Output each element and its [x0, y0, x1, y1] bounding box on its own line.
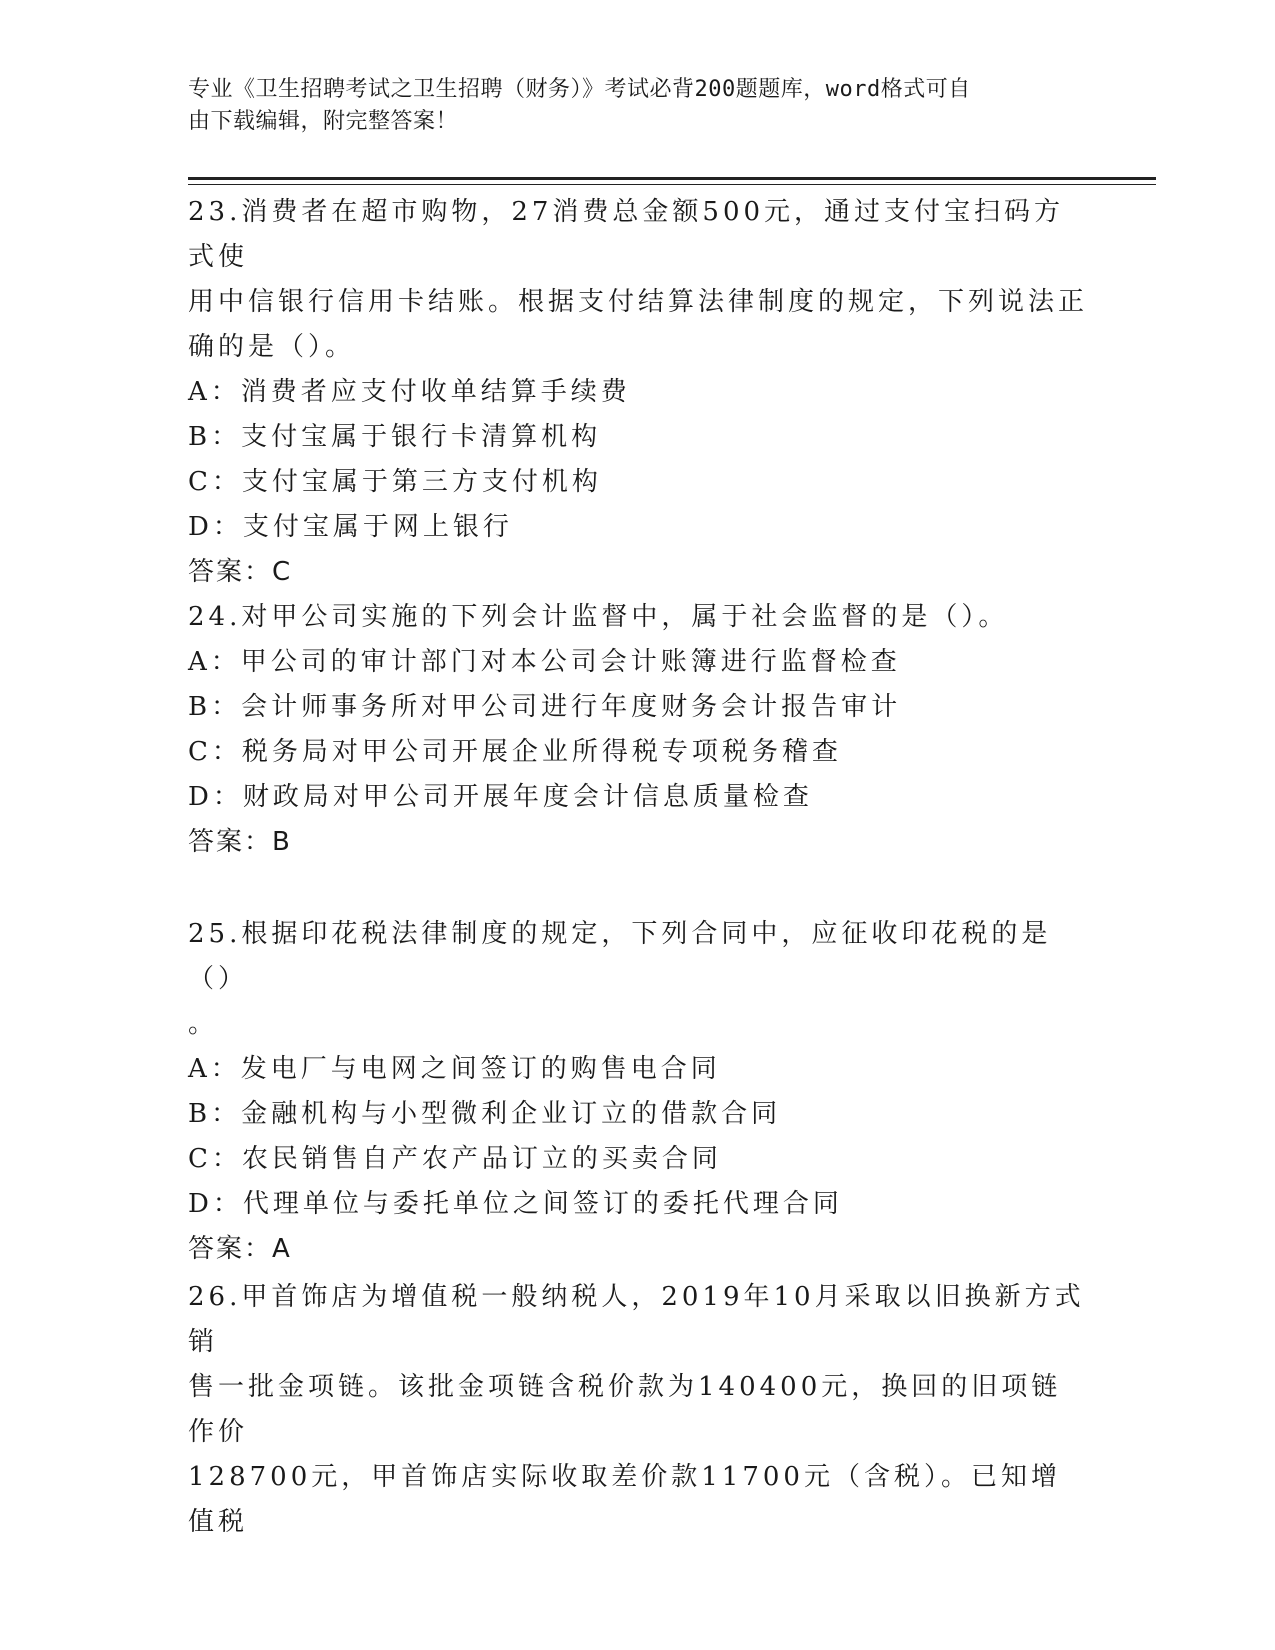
question-stem-line: 128700元，甲首饰店实际收取差价款11700元（含税）。已知增值税: [188, 1462, 1061, 1537]
answer: 答案：B: [188, 827, 292, 857]
question-stem-line: 24.对甲公司实施的下列会计监督中，属于社会监督的是（）。: [188, 602, 1009, 632]
option-d: D：财政局对甲公司开展年度会计信息质量检查: [188, 782, 813, 812]
answer: 答案：C: [188, 557, 293, 587]
question-26: [188, 1275, 1088, 1545]
header-line-2: 由下载编辑，附完整答案！: [188, 109, 459, 134]
option-d: D：代理单位与委托单位之间签订的委托代理合同: [188, 1189, 843, 1219]
option-c: C：农民销售自产农产品订立的买卖合同: [188, 1144, 722, 1174]
option-a: A：发电厂与电网之间签订的购售电合同: [188, 1054, 721, 1084]
question-stem-line: 用中信银行信用卡结账。根据支付结算法律制度的规定，下列说法正: [188, 287, 1089, 317]
question-stem-line: 确的是（）。: [188, 332, 356, 362]
header-divider-thin: [188, 184, 1156, 185]
question-stem-line: 售一批金项链。该批金项链含税价款为140400元，换回的旧项链作价: [188, 1372, 1062, 1447]
question-24: [188, 595, 1088, 865]
question-stem-line: 23.消费者在超市购物，27消费总金额500元，通过支付宝扫码方式使: [188, 197, 1065, 272]
question-stem-line: 25.根据印花税法律制度的规定，下列合同中，应征收印花税的是（）: [188, 919, 1052, 994]
header-divider-thick: [188, 177, 1156, 180]
option-c: C：支付宝属于第三方支付机构: [188, 467, 602, 497]
question-25: [188, 912, 1088, 1272]
option-b: B：会计师事务所对甲公司进行年度财务会计报告审计: [188, 692, 902, 722]
document-header: [188, 74, 1068, 138]
option-b: B：金融机构与小型微利企业订立的借款合同: [188, 1099, 782, 1129]
header-line-1: 专业《卫生招聘考试之卫生招聘（财务）》考试必背200题题库，word格式可自: [188, 77, 971, 102]
option-a: A：甲公司的审计部门对本公司会计账簿进行监督检查: [188, 647, 901, 677]
option-a: A：消费者应支付收单结算手续费: [188, 377, 631, 407]
question-23: [188, 190, 1088, 595]
option-b: B：支付宝属于银行卡清算机构: [188, 422, 602, 452]
option-d: D：支付宝属于网上银行: [188, 512, 513, 542]
answer: 答案：A: [188, 1234, 292, 1264]
option-c: C：税务局对甲公司开展企业所得税专项税务稽查: [188, 737, 842, 767]
question-stem-line: 26.甲首饰店为增值税一般纳税人，2019年10月采取以旧换新方式销: [188, 1282, 1085, 1357]
question-stem-line: 。: [188, 1009, 219, 1039]
